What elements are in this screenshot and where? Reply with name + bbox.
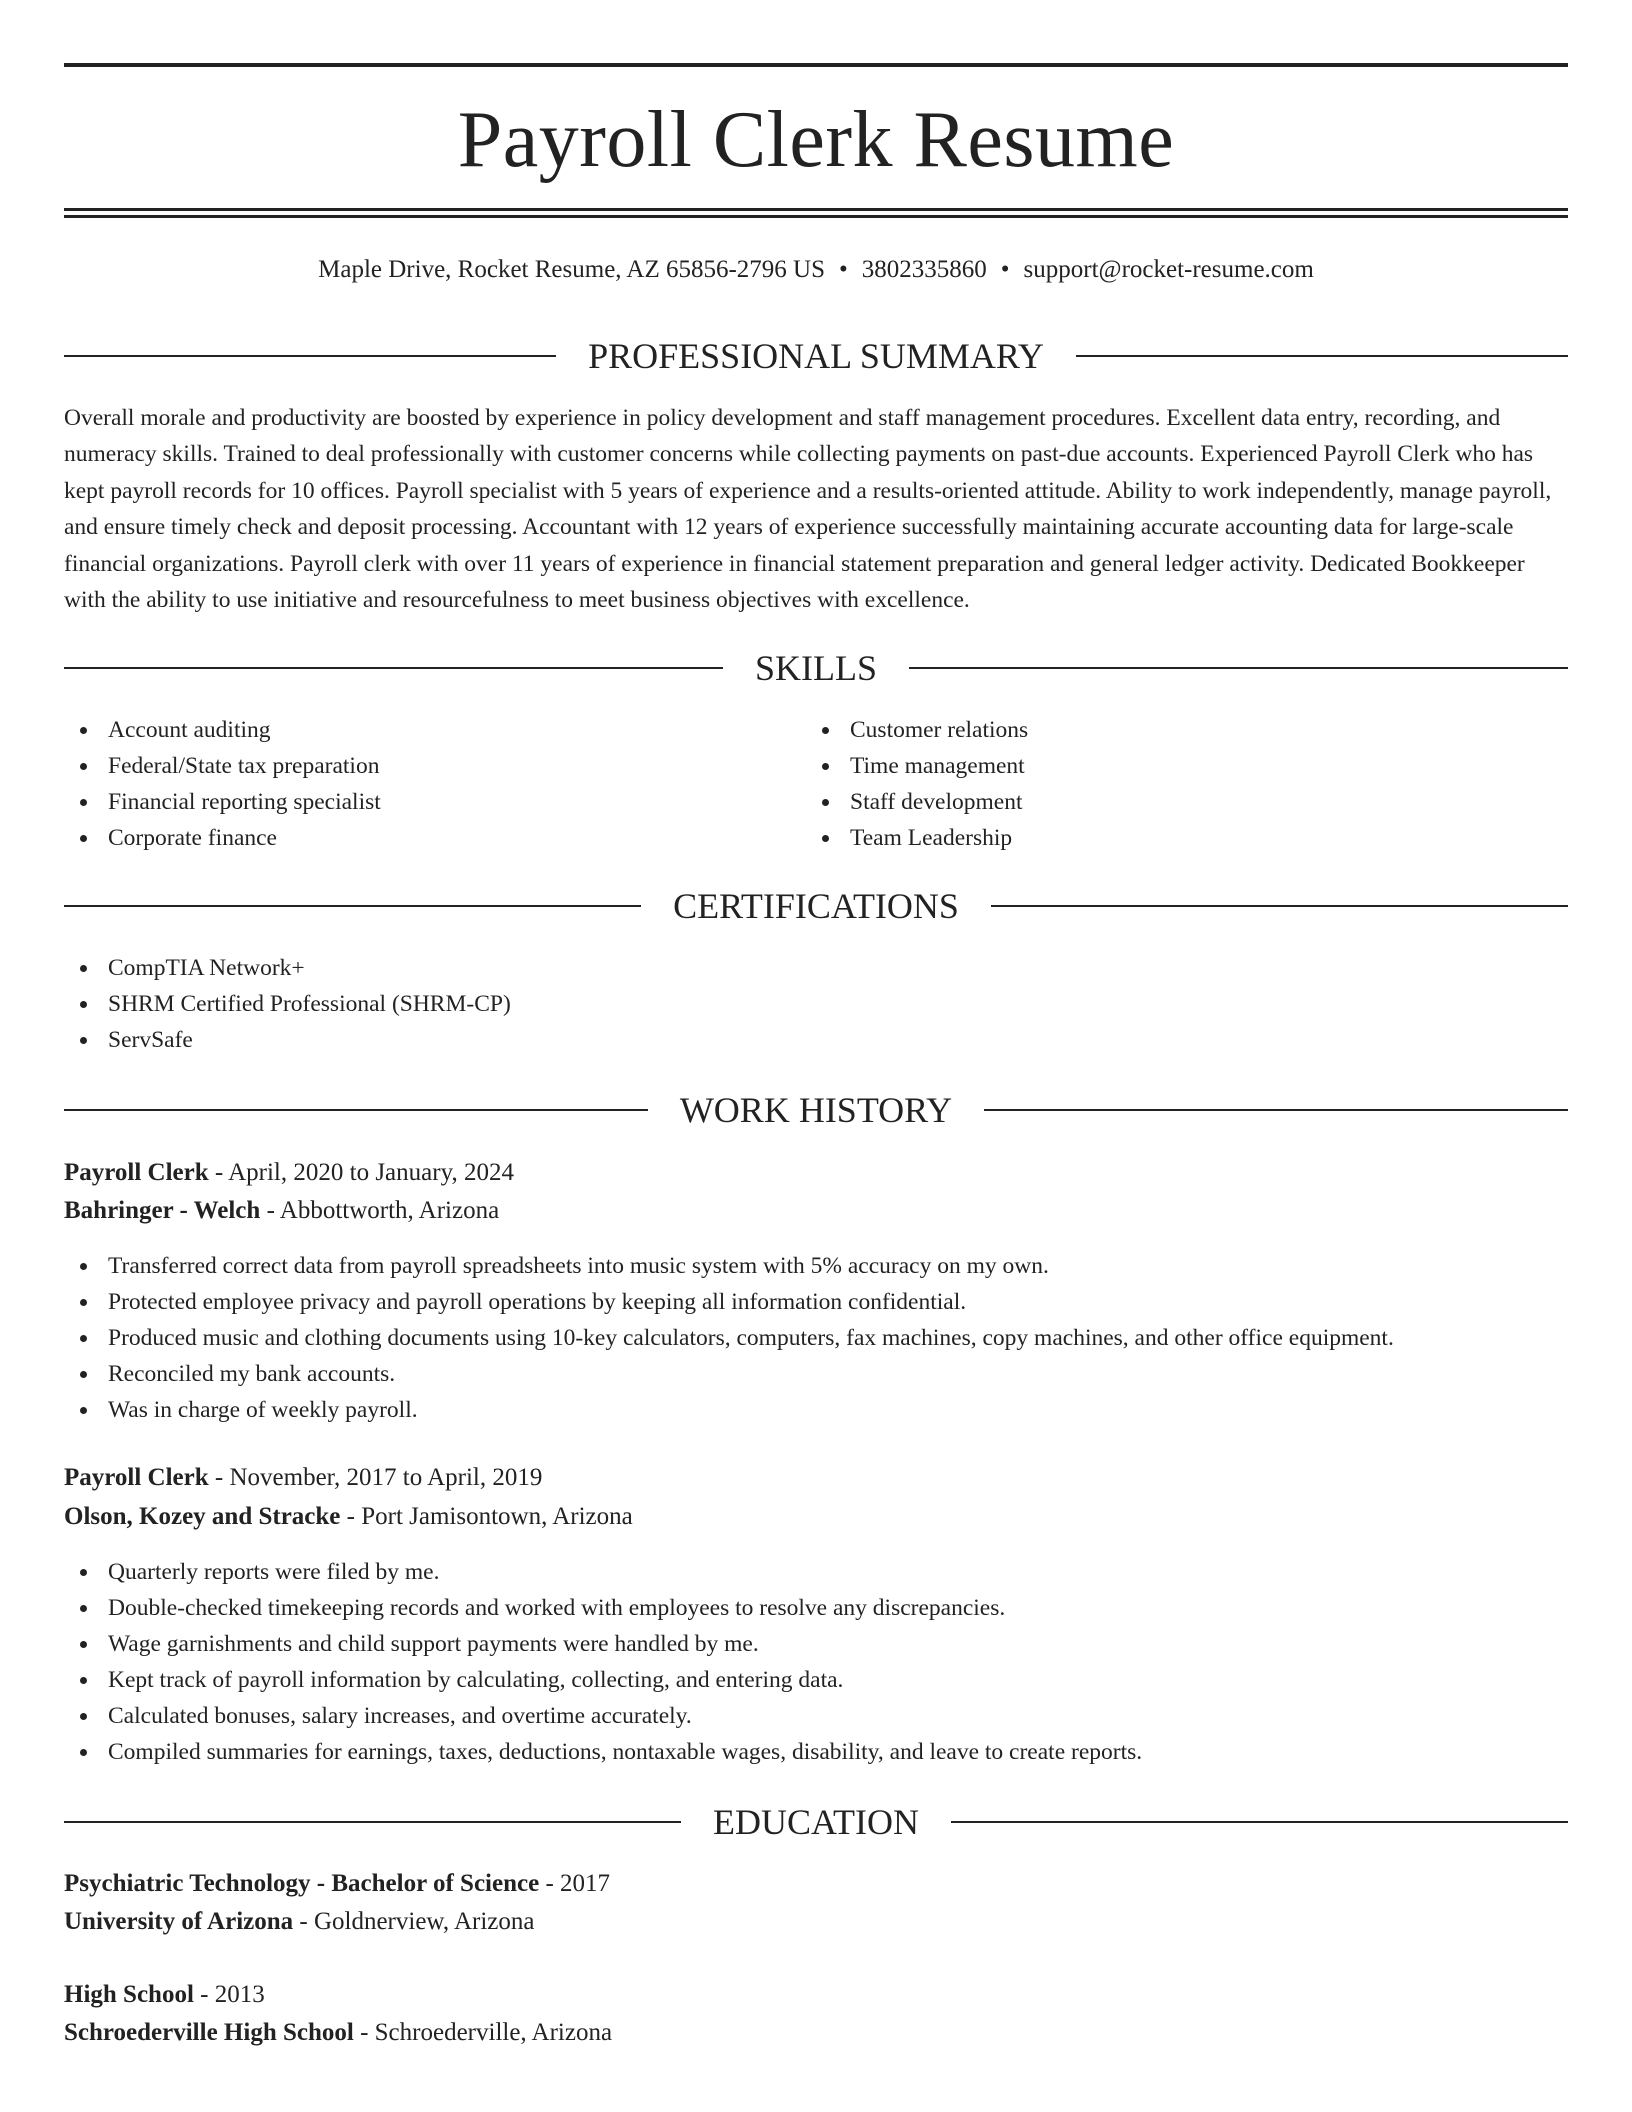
job-company: Olson, Kozey and Stracke [64,1503,341,1530]
divider [991,905,1568,907]
skills-list-left [64,712,804,856]
education-year: - 2017 [539,1870,611,1897]
divider [64,667,723,669]
job-title-line [64,1460,1568,1496]
skill-item: Corporate finance [64,820,804,856]
skill-item: Team Leadership [806,820,1546,856]
education-school: University of Arizona [64,1908,294,1935]
skill-item: Federal/State tax preparation [64,748,804,784]
divider [951,1821,1568,1823]
job-dates: - April, 2020 to January, 2024 [208,1159,514,1186]
contact-email: support@rocket-resume.com [1023,256,1314,283]
section-heading-education [64,1800,1568,1844]
title-double-rule-upper [64,208,1568,211]
job-location: - Abbottworth, Arizona [260,1197,500,1224]
job-duty-item: Quarterly reports were filed by me. [64,1554,1568,1590]
job-duty-item: Compiled summaries for earnings, taxes, deductions, nontaxable wages, disability, and leave to create reports. [64,1734,1568,1770]
job-duties-list [64,1554,1568,1770]
divider [64,355,556,357]
resume-title: Payroll Clerk Resume [457,96,1175,184]
job-location: - Port Jamisontown, Arizona [340,1503,633,1530]
certification-item: ServSafe [64,1022,1568,1058]
section-title: PROFESSIONAL SUMMARY [588,336,1044,376]
certification-item: SHRM Certified Professional (SHRM-CP) [64,986,1568,1022]
certification-item: CompTIA Network+ [64,950,1568,986]
education-location: - Schroederville, Arizona [353,2019,613,2046]
divider [64,1109,648,1111]
divider [64,1821,681,1823]
certifications-list [64,950,1568,1058]
skill-item: Financial reporting specialist [64,784,804,820]
divider [984,1109,1568,1111]
summary-paragraph: Overall morale and productivity are boosted by experience in policy development and staff management procedures. Excellent data entry, recording, and numeracy skills. Trained to deal professionally with customer concerns while collecting payments on past-due accounts. Experienced Payroll Clerk who has kept payroll records for 10 offices. Payroll specialist with 5 years of experience and a results-oriented attitude. Ability to work independently, manage payroll, and ensure timely check and deposit processing. Accountant with 12 years of experience successfully maintaining accurate accounting data for large-scale financial organizations. Payroll clerk with over 11 years of experience in financial statement preparation and general ledger activity. Dedicated Bookkeeper with the ability to use initiative and resourcefulness to meet business objectives with excellence. [64,405,1552,614]
job-duty-item: Produced music and clothing documents using 10-key calculators, computers, fax machines, copy machines, and other office equipment. [64,1320,1568,1356]
education-degree: Psychiatric Technology - Bachelor of Science [64,1870,540,1897]
education-year: - 2013 [193,1981,265,2008]
top-rule [64,63,1568,67]
skill-item: Account auditing [64,712,804,748]
job-duty-item: Calculated bonuses, salary increases, and overtime accurately. [64,1698,1568,1734]
section-title: WORK HISTORY [679,1090,953,1130]
section-title: SKILLS [755,648,878,688]
skill-item: Staff development [806,784,1546,820]
job-duties-list [64,1248,1568,1428]
education-school-line [64,2015,1568,2051]
education-school-line [64,1904,1568,1940]
job-duty-item: Was in charge of weekly payroll. [64,1392,1568,1428]
contact-separator: • [1000,256,1010,283]
job-company-line [64,1193,1568,1229]
education-location: - Goldnerview, Arizona [293,1908,535,1935]
divider [64,905,641,907]
title-double-rule-lower [64,215,1568,218]
skill-item: Time management [806,748,1546,784]
job-dates: - November, 2017 to April, 2019 [208,1464,543,1491]
job-duty-item: Double-checked timekeeping records and worked with employees to resolve any discrepancies. [64,1590,1568,1626]
section-heading-certifications [64,884,1568,928]
job-title-line [64,1155,1568,1191]
job-duty-item: Transferred correct data from payroll spreadsheets into music system with 5% accuracy on my own. [64,1248,1568,1284]
section-title: CERTIFICATIONS [673,886,959,926]
job-duty-item: Protected employee privacy and payroll operations by keeping all information confidential. [64,1284,1568,1320]
job-title: Payroll Clerk [64,1159,209,1186]
job-duty-item: Reconciled my bank accounts. [64,1356,1568,1392]
divider [909,667,1568,669]
skills-list-right [806,712,1546,856]
education-degree-line [64,1977,1568,2013]
job-duty-item: Kept track of payroll information by calculating, collecting, and entering data. [64,1662,1568,1698]
job-duty-item: Wage garnishments and child support payments were handled by me. [64,1626,1568,1662]
section-heading-work-history [64,1088,1568,1132]
section-heading-summary [64,334,1568,378]
section-title: EDUCATION [713,1802,919,1842]
contact-phone: 3802335860 [861,256,987,283]
skill-item: Customer relations [806,712,1546,748]
job-title: Payroll Clerk [64,1464,209,1491]
job-company-line [64,1499,1568,1535]
contact-address: Maple Drive, Rocket Resume, AZ 65856-2796 US [318,256,826,283]
contact-separator: • [839,256,848,283]
education-degree: High School [64,1981,194,2008]
education-degree-line [64,1866,1568,1902]
job-company: Bahringer - Welch [64,1197,261,1224]
divider [1076,355,1568,357]
education-school: Schroederville High School [64,2019,354,2046]
section-heading-skills [64,646,1568,690]
contact-line [64,254,1568,286]
